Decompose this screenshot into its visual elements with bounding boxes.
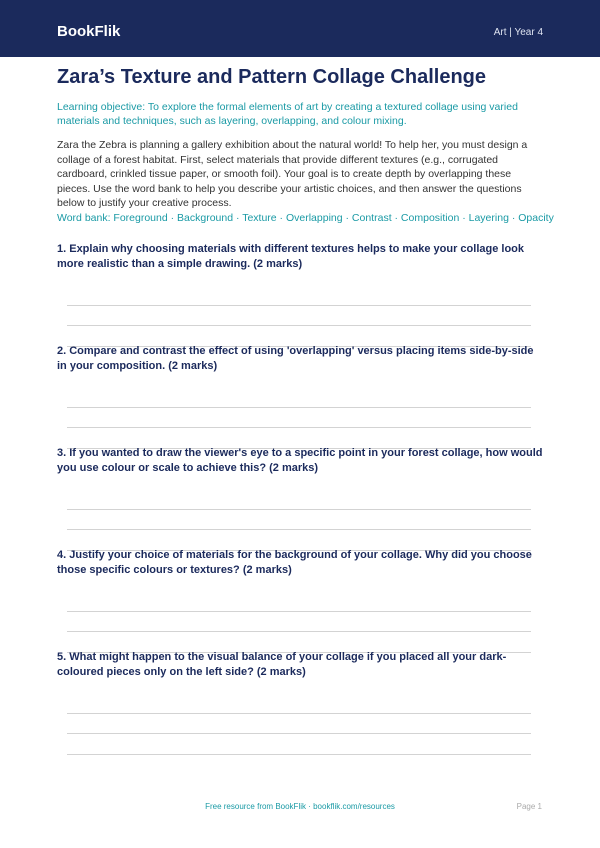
question-text: 1. Explain why choosing materials with different textures helps to make your collage look more realistic than a simple drawing. (2 marks) xyxy=(57,243,525,270)
answer-line[interactable] xyxy=(67,713,531,714)
question-1 xyxy=(57,242,543,272)
word-bank: Word bank: Foreground · Background · Texture · Overlapping · Contrast · Composition · Layering · Opacity xyxy=(57,212,554,224)
question-text: 4. Justify your choice of materials for the background of your collage. Why did you choose those specific colours or textures? (2 marks) xyxy=(57,549,532,576)
page-header xyxy=(0,0,600,57)
question-text: 3. If you wanted to draw the viewer's eye to a specific point in your forest collage, how would you use colour or scale to achieve this? (2 marks) xyxy=(57,447,543,474)
answer-line[interactable] xyxy=(67,529,531,530)
footer-credit: Free resource from BookFlik · bookflik.com/resources xyxy=(205,802,395,811)
answer-line[interactable] xyxy=(67,754,531,755)
answer-line[interactable] xyxy=(67,509,531,510)
question-3 xyxy=(57,446,543,476)
intro-paragraph: Zara the Zebra is planning a gallery exhibition about the natural world! To help her, you must design a collage of a forest habitat. First, select materials that provide different textures (e.g., corrugated cardboard, crinkled tissue paper, or smooth foil). Your goal is to create depth by overlapping these pieces. Use the word bank to help you describe your artistic choices, and then answer the questions below to justify your creative process. xyxy=(57,139,528,209)
answer-line[interactable] xyxy=(67,407,531,408)
page-title: Zara’s Texture and Pattern Collage Challenge xyxy=(57,66,487,88)
answer-line[interactable] xyxy=(67,325,531,326)
learning-objective: Learning objective: To explore the formal elements of art by creating a textured collage using varied materials and techniques, such as layering, overlapping, and colour mixing. xyxy=(57,101,518,127)
answer-line[interactable] xyxy=(67,427,531,428)
brand-logo-text: BookFlik xyxy=(57,23,121,40)
page-number: Page 1 xyxy=(516,802,542,811)
answer-line[interactable] xyxy=(67,611,531,612)
answer-line[interactable] xyxy=(67,631,531,632)
question-5 xyxy=(57,650,543,680)
question-text: 5. What might happen to the visual balance of your collage if you placed all your dark-coloured pieces only on the left side? (2 marks) xyxy=(57,651,507,678)
answer-line[interactable] xyxy=(67,305,531,306)
answer-line[interactable] xyxy=(67,733,531,734)
question-text: 2. Compare and contrast the effect of using 'overlapping' versus placing items side-by-side in your composition. (2 marks) xyxy=(57,345,534,372)
subject-year-label: Art | Year 4 xyxy=(493,27,543,38)
question-2 xyxy=(57,344,543,374)
question-4 xyxy=(57,548,543,578)
